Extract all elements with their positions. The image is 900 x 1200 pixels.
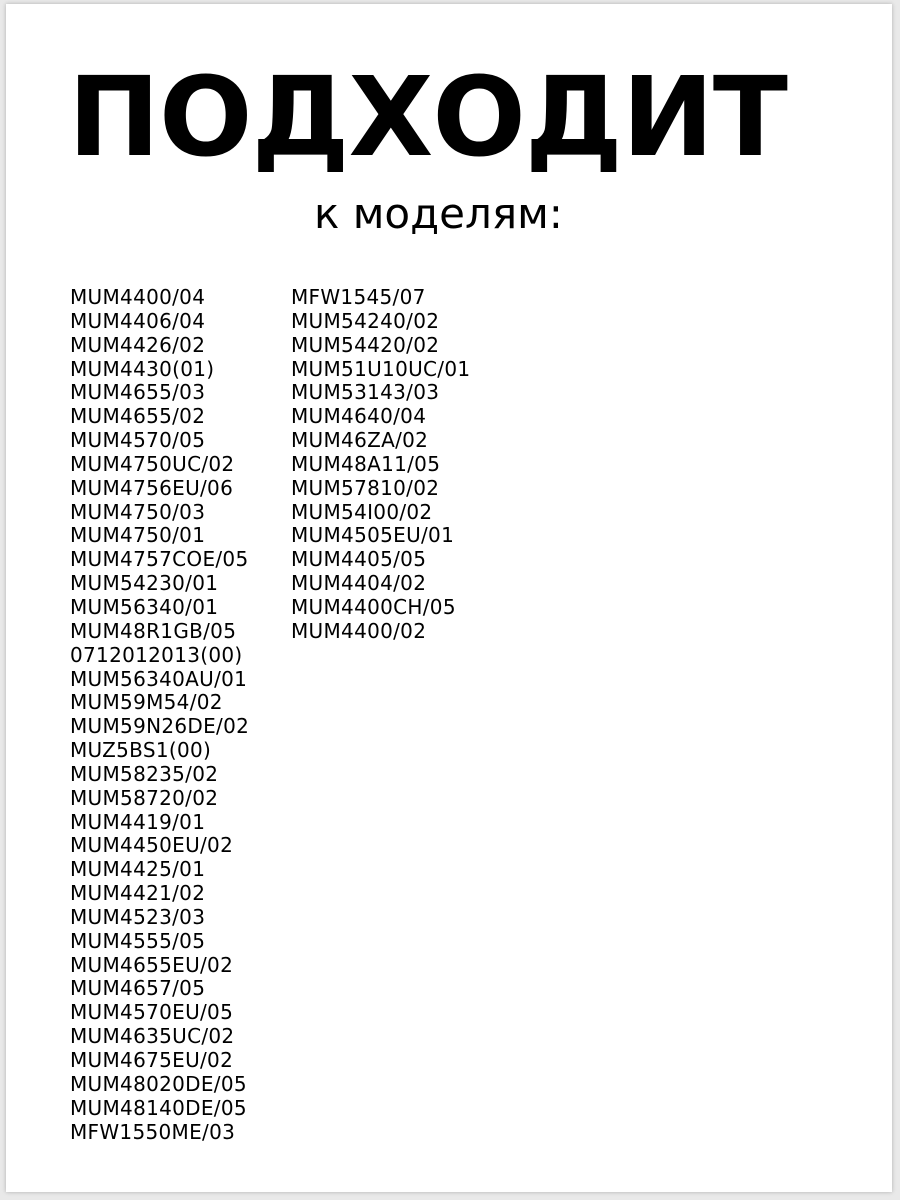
model-list-item: MFW1550ME/03: [70, 1119, 236, 1144]
model-list-item: MUM4523/03: [70, 904, 206, 929]
model-list-item: MUM4426/02: [70, 332, 206, 357]
model-list-item: MUM58720/02: [70, 785, 219, 810]
model-list-item: MUM56340AU/01: [70, 666, 248, 691]
model-list-item: MUM59M54/02: [70, 690, 223, 715]
model-list-item: MUM4750UC/02: [70, 451, 235, 476]
model-list-item: MUM4756EU/06: [70, 475, 234, 500]
model-list-column-2: [291, 286, 470, 644]
page-subtitle: к моделям:: [314, 189, 563, 238]
model-list-item: MUM59N26DE/02: [70, 714, 250, 739]
model-list-item: MUM4421/02: [70, 881, 206, 906]
model-list-item: MUM4400/02: [291, 618, 427, 643]
model-list-item: MUM56340/01: [70, 594, 219, 619]
model-list-item: MUM4505EU/01: [291, 523, 455, 548]
model-list-item: MUM4400/04: [70, 285, 206, 309]
model-list-item: MUM4640/04: [291, 404, 427, 429]
model-list-item: MUM48R1GB/05: [70, 618, 237, 643]
model-list-item: MUM4406/04: [70, 308, 206, 333]
model-list-item: MUM48140DE/05: [70, 1095, 247, 1120]
model-list-item: MUM4750/01: [70, 523, 206, 548]
model-list-item: MUM4450EU/02: [70, 833, 234, 858]
model-list-item: MUZ5BS1(00): [70, 738, 212, 763]
model-list-item: MUM4570/05: [70, 428, 206, 453]
document-page: [6, 4, 892, 1192]
model-list-item: MUM48A11/05: [291, 451, 441, 476]
model-list-item: MUM4400CH/05: [291, 594, 456, 619]
model-list-item: MUM46ZA/02: [291, 428, 429, 453]
page-title: ПОДХОДИТ: [68, 53, 787, 181]
model-list-item: MFW1545/07: [291, 285, 426, 309]
model-list-item: MUM4425/01: [70, 857, 206, 882]
model-list-item: MUM57810/02: [291, 475, 440, 500]
model-list-item: MUM4430(01): [70, 356, 215, 381]
model-list-item: 0712012013(00): [70, 642, 243, 667]
model-list-item: MUM54230/01: [70, 571, 219, 596]
model-list-item: MUM58235/02: [70, 761, 219, 786]
model-list-item: MUM4655/02: [70, 404, 206, 429]
model-list-item: MUM4655EU/02: [70, 952, 234, 977]
model-list-item: MUM48020DE/05: [70, 1071, 247, 1096]
model-list-column-1: [70, 286, 249, 1144]
model-list-item: MUM4555/05: [70, 928, 206, 953]
model-list-item: MUM53143/03: [291, 380, 440, 405]
model-list-item: MUM4750/03: [70, 499, 206, 524]
model-list-item: MUM4655/03: [70, 380, 206, 405]
model-list-item: MUM51U10UC/01: [291, 356, 471, 381]
model-list-item: MUM4675EU/02: [70, 1048, 234, 1072]
model-list-item: MUM4570EU/05: [70, 1000, 234, 1025]
model-list-item: MUM4635UC/02: [70, 1024, 235, 1049]
model-list-item: MUM4657/05: [70, 976, 206, 1001]
model-list-item: MUM54420/02: [291, 332, 440, 357]
model-list-item: MUM4757COE/05: [70, 547, 249, 572]
model-list-item: MUM54I00/02: [291, 499, 433, 524]
model-list-item: MUM4405/05: [291, 547, 427, 572]
model-list-item: MUM4404/02: [291, 571, 427, 596]
model-list-item: MUM54240/02: [291, 308, 440, 333]
model-list-item: MUM4419/01: [70, 809, 206, 834]
